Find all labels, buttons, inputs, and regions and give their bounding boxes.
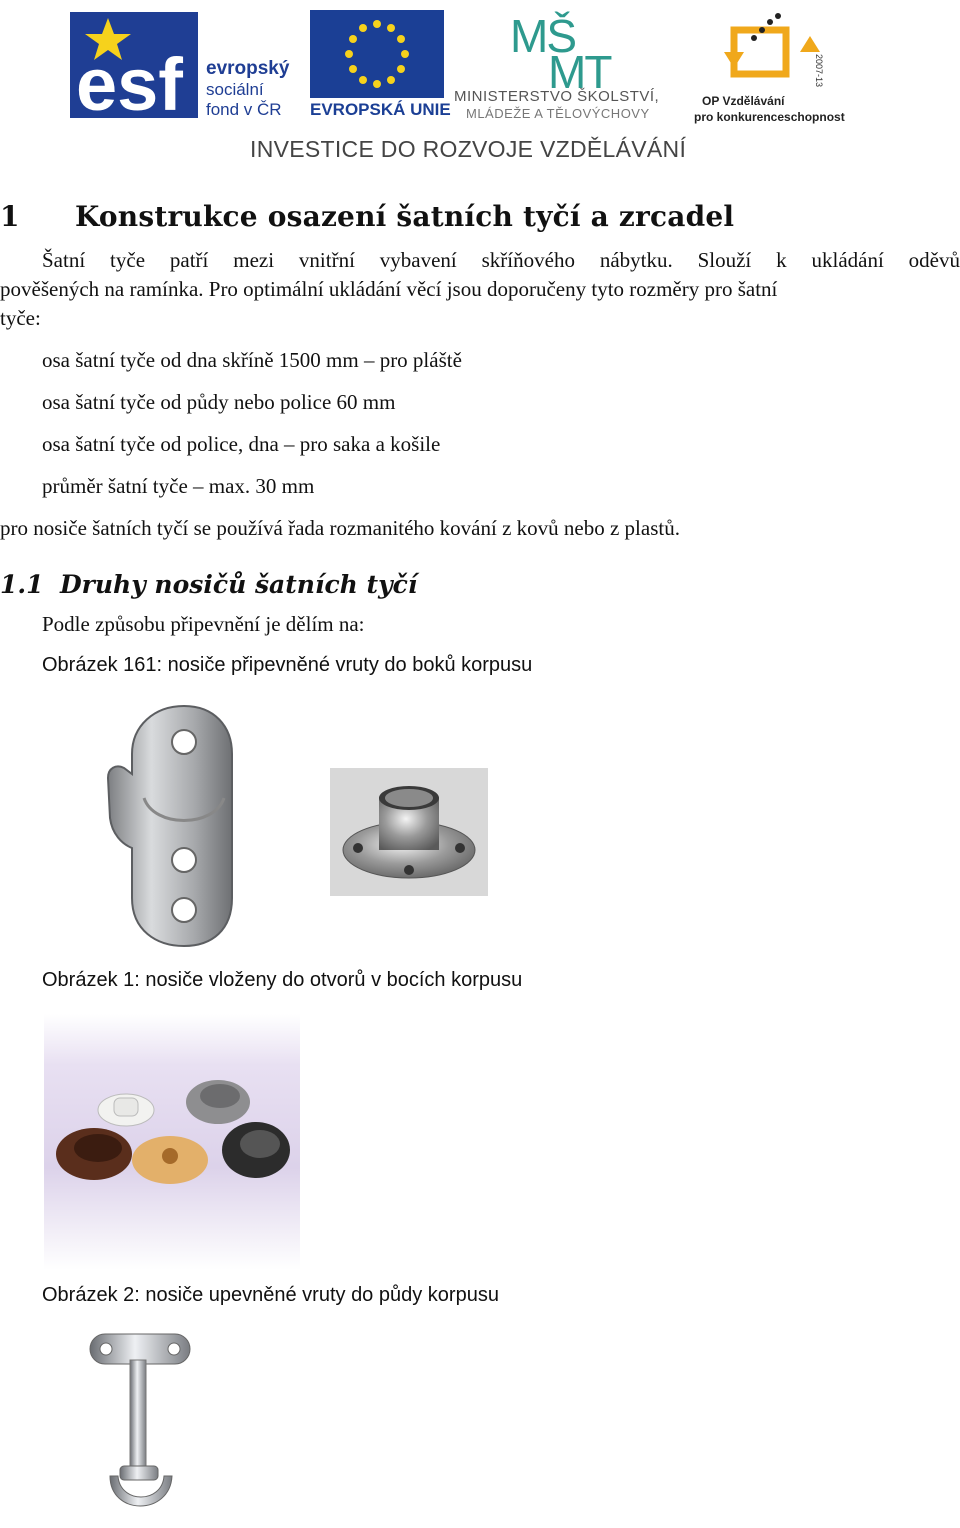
list-item: osa šatní tyče od dna skříně 1500 mm – pro pláště bbox=[42, 348, 462, 372]
eu-flag-logo bbox=[310, 10, 451, 122]
op-line2: pro konkurenceschopnost bbox=[694, 110, 845, 124]
subsection-lead: Podle způsobu připevnění je dělím na: bbox=[42, 612, 365, 636]
op-line1: OP Vzdělávání bbox=[702, 94, 785, 108]
intro-line-2: pověšených na ramínka. Pro optimální ukládání věcí jsou doporučeny tyto rozměry pro šatní bbox=[0, 277, 778, 301]
msmt-line2: MLÁDEŽE A TĚLOVÝCHOVY bbox=[466, 106, 650, 121]
op-years: 2007-13 bbox=[814, 54, 824, 88]
esf-line3: fond v ČR bbox=[206, 100, 282, 119]
section-title: Konstrukce osazení šatních tyčí a zrcadel bbox=[75, 200, 735, 233]
plastic-inserts-image bbox=[44, 1014, 300, 1270]
esf-line1: evropský bbox=[206, 58, 290, 79]
section-number: 1 bbox=[0, 200, 20, 233]
side-bracket-image bbox=[44, 698, 299, 953]
svg-text:MŠ: MŠ bbox=[510, 10, 575, 62]
list-item: osa šatní tyče od půdy nebo police 60 mm bbox=[42, 390, 396, 414]
list-item: průměr šatní tyče – max. 30 mm bbox=[42, 474, 315, 498]
op-logo bbox=[694, 8, 854, 124]
subsection-number: 1.1 bbox=[0, 570, 44, 599]
list-item: osa šatní tyče od police, dna – pro saka a košile bbox=[42, 432, 441, 456]
round-flange-image bbox=[330, 768, 488, 896]
msmt-logo bbox=[452, 8, 688, 124]
closing-paragraph: pro nosiče šatních tyčí se používá řada rozmanitého kování z kovů nebo z plastů. bbox=[0, 516, 680, 540]
figure-caption: Obrázek 2: nosiče upevněné vruty do půdy korpusu bbox=[42, 1284, 499, 1306]
esf-logo bbox=[68, 10, 300, 122]
esf-line2: sociální bbox=[206, 80, 264, 99]
figure-caption: Obrázek 1: nosiče vloženy do otvorů v bocích korpusu bbox=[42, 969, 523, 991]
svg-text:MT: MT bbox=[548, 46, 611, 92]
top-mount-hanger-image bbox=[80, 1326, 240, 1523]
subsection-title: Druhy nosičů šatních tyčí bbox=[60, 570, 418, 599]
eu-label: EVROPSKÁ UNIE bbox=[310, 100, 451, 119]
figure-caption: Obrázek 161: nosiče připevněné vruty do boků korpusu bbox=[42, 654, 533, 676]
svg-text:esf: esf bbox=[76, 43, 183, 122]
msmt-line1: MINISTERSTVO ŠKOLSTVÍ, bbox=[454, 88, 660, 105]
intro-line-3: tyče: bbox=[0, 306, 41, 330]
investice-banner: INVESTICE DO ROZVOJE VZDĚLÁVÁNÍ bbox=[250, 136, 687, 162]
intro-line-1: Šatní tyče patří mezi vnitřní vybavení skříňového nábytku. Slouží k ukládání oděvů bbox=[42, 248, 960, 272]
